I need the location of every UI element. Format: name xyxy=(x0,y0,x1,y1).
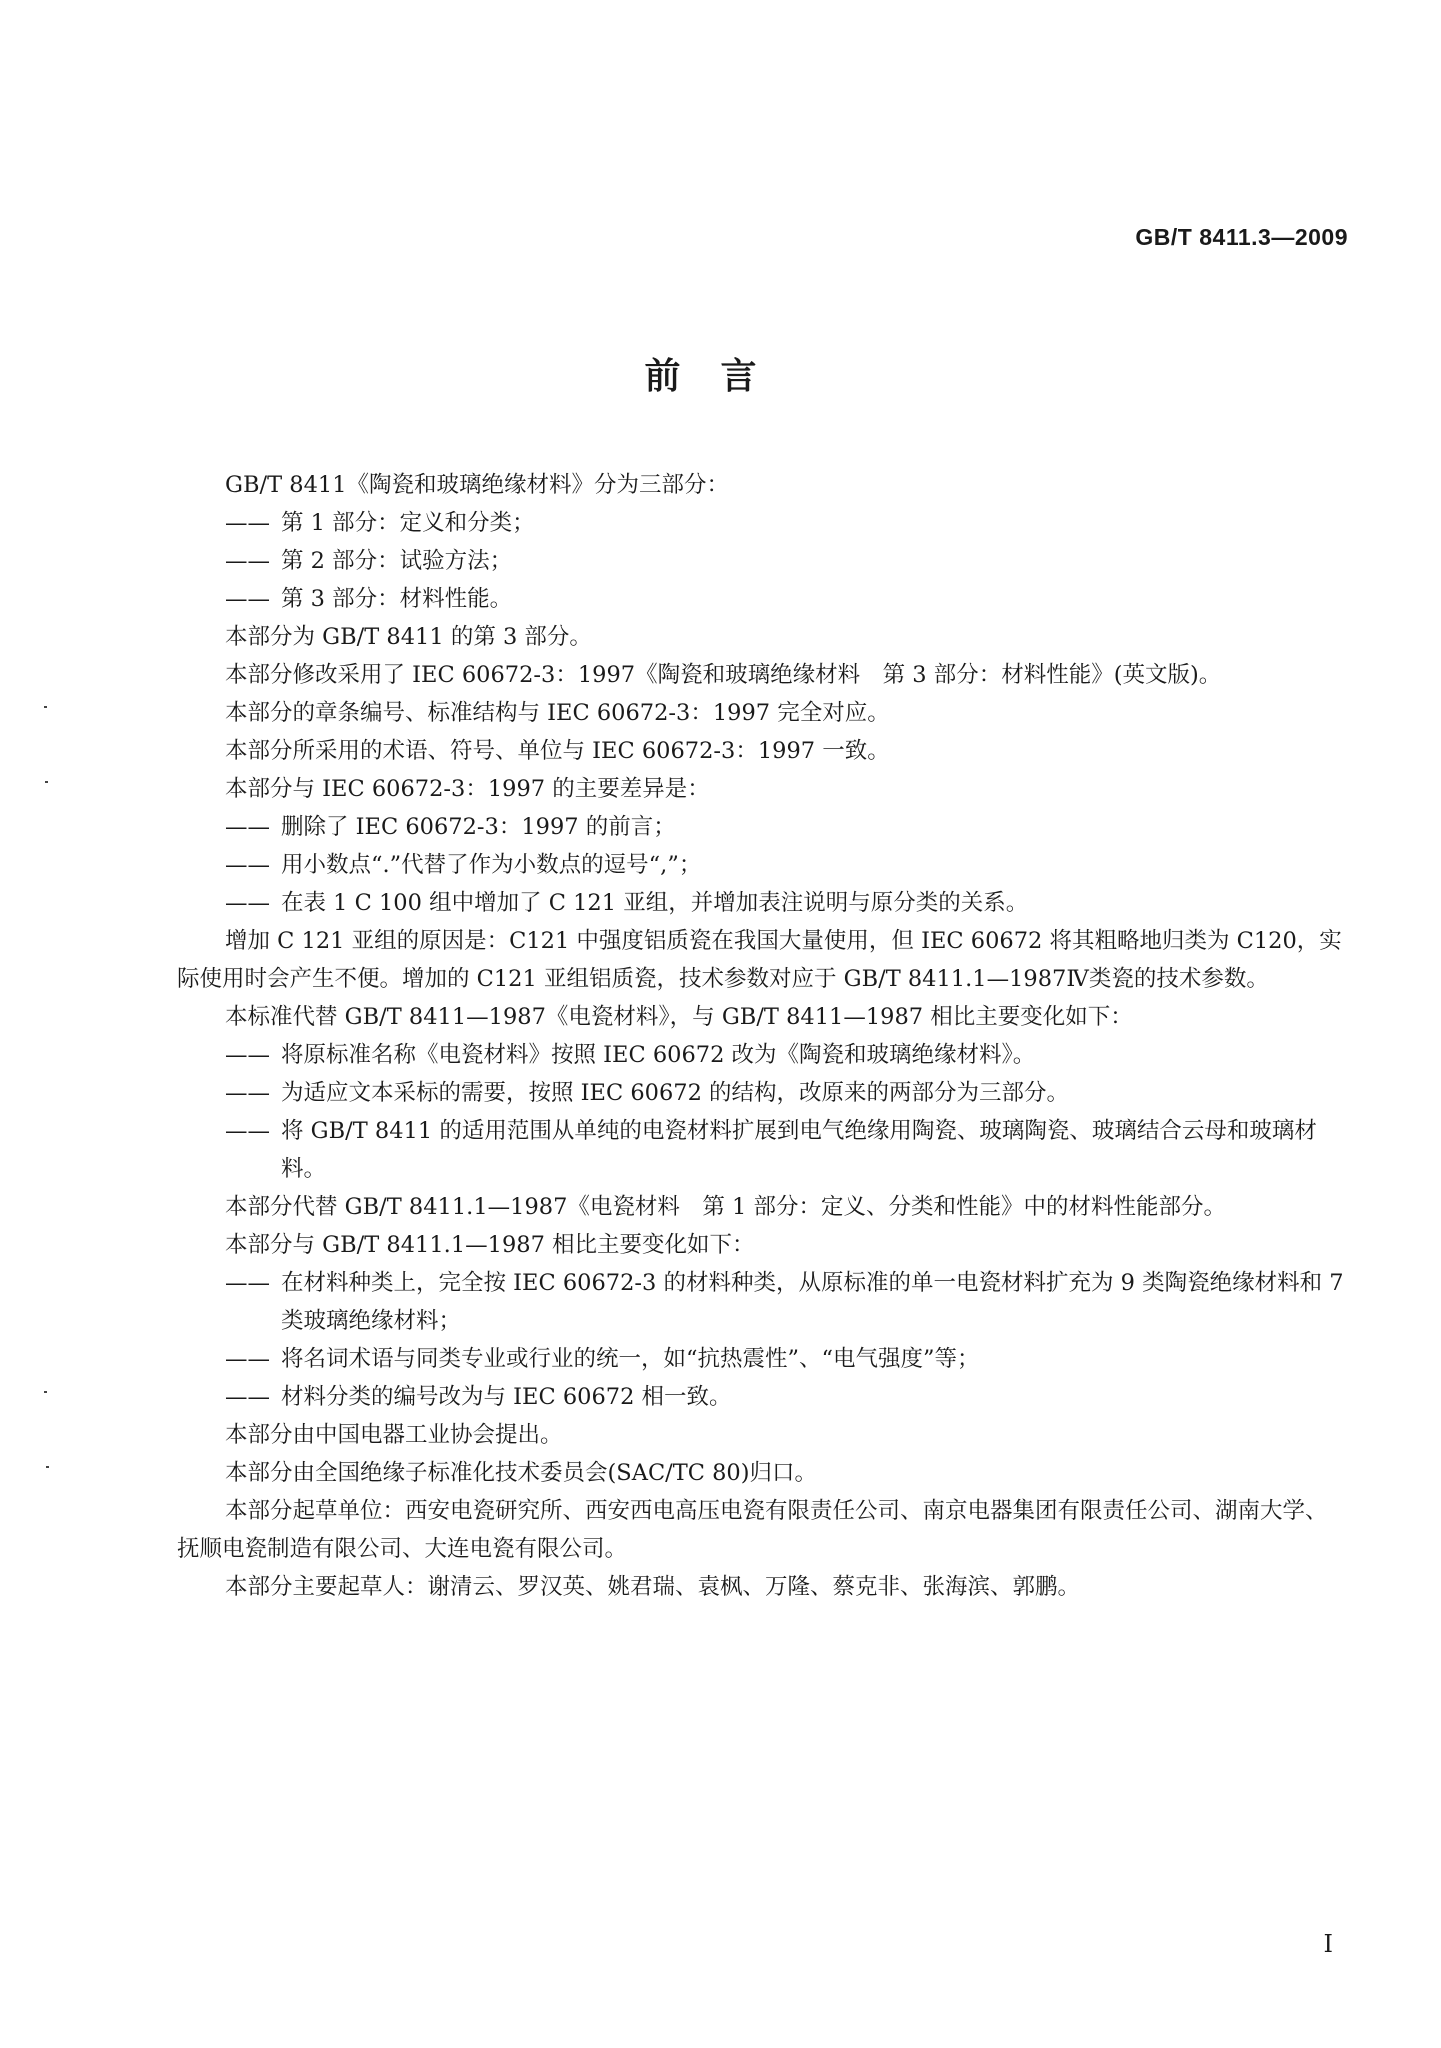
paragraph: 增加 C 121 亚组的原因是：C121 中强度铝质瓷在我国大量使用，但 IEC 60672 将其粗略地归类为 C120，实际使用时会产生不便。增加的 C121 亚组铝质瓷，技术参数对应于 GB/T 8411.1—1987Ⅳ类瓷的技术参数。 xyxy=(177,928,1342,992)
dash-marker: —— xyxy=(225,586,270,612)
list-item-text: 在材料种类上，完全按 IEC 60672-3 的材料种类，从原标准的单一电瓷材料扩充为 9 类陶瓷绝缘材料和 7 类玻璃绝缘材料； xyxy=(281,1270,1344,1334)
paragraph: 本部分代替 GB/T 8411.1—1987《电瓷材料 第 1 部分：定义、分类和性能》中的材料性能部分。 xyxy=(225,1194,1227,1220)
list-item-text: 第 1 部分：定义和分类； xyxy=(281,510,535,536)
paragraph: 本标准代替 GB/T 8411—1987《电瓷材料》，与 GB/T 8411—1987 相比主要变化如下： xyxy=(225,1004,1133,1030)
dash-marker: —— xyxy=(225,1384,270,1410)
dash-marker: —— xyxy=(225,1080,270,1106)
dash-marker: —— xyxy=(225,548,270,574)
dash-marker: —— xyxy=(225,1270,270,1296)
dash-marker: —— xyxy=(225,890,270,916)
page-number: I xyxy=(1323,1930,1333,1958)
dash-marker: —— xyxy=(225,814,270,840)
list-item xyxy=(225,808,1348,846)
list-item-text: 为适应文本采标的需要，按照 IEC 60672 的结构，改原来的两部分为三部分。 xyxy=(281,1080,1070,1106)
dash-marker: —— xyxy=(225,1346,270,1372)
paragraph: GB/T 8411《陶瓷和玻璃绝缘材料》分为三部分： xyxy=(225,472,730,498)
list-item-text: 在表 1 C 100 组中增加了 C 121 亚组，并增加表注说明与原分类的关系。 xyxy=(281,890,1029,916)
list-item xyxy=(225,884,1348,922)
list-item xyxy=(225,1378,1348,1416)
paragraph: 本部分与 IEC 60672-3：1997 的主要差异是： xyxy=(225,776,710,802)
paragraph: 本部分修改采用了 IEC 60672-3：1997《陶瓷和玻璃绝缘材料 第 3 部分：材料性能》(英文版)。 xyxy=(225,662,1222,688)
paragraph: 本部分由全国绝缘子标准化技术委员会(SAC/TC 80)归口。 xyxy=(225,1460,818,1486)
list-item-text: 第 3 部分：材料性能。 xyxy=(281,586,513,612)
scan-speck xyxy=(45,781,48,783)
list-item-text: 第 2 部分：试验方法； xyxy=(281,548,513,574)
paragraph: 本部分所采用的术语、符号、单位与 IEC 60672-3：1997 一致。 xyxy=(225,738,890,764)
list-item-text: 材料分类的编号改为与 IEC 60672 相一致。 xyxy=(281,1384,732,1410)
list-item xyxy=(225,1112,1348,1188)
list-item xyxy=(225,1264,1348,1340)
dash-marker: —— xyxy=(225,1118,270,1144)
dash-marker: —— xyxy=(225,1042,270,1068)
list-item xyxy=(225,1036,1348,1074)
paragraph: 本部分与 GB/T 8411.1—1987 相比主要变化如下： xyxy=(225,1232,755,1258)
list-item xyxy=(225,1340,1348,1378)
paragraph: 本部分的章条编号、标准结构与 IEC 60672-3：1997 完全对应。 xyxy=(225,700,890,726)
list-item-text: 将 GB/T 8411 的适用范围从单纯的电瓷材料扩展到电气绝缘用陶瓷、玻璃陶瓷、玻璃结合云母和玻璃材料。 xyxy=(281,1118,1317,1182)
scan-speck xyxy=(44,1391,47,1393)
list-item-text: 将原标准名称《电瓷材料》按照 IEC 60672 改为《陶瓷和玻璃绝缘材料》。 xyxy=(281,1042,1036,1068)
document-code: GB/T 8411.3—2009 xyxy=(1135,224,1348,250)
dash-marker: —— xyxy=(225,852,270,878)
list-item-text: 删除了 IEC 60672-3：1997 的前言； xyxy=(281,814,676,840)
list-item-text: 用小数点“.”代替了作为小数点的逗号“,”； xyxy=(281,852,702,878)
scan-speck xyxy=(44,706,47,708)
list-item-text: 将名词术语与同类专业或行业的统一，如“抗热震性”、“电气强度”等； xyxy=(281,1346,980,1372)
paragraph: 本部分起草单位：西安电瓷研究所、西安西电高压电瓷有限责任公司、南京电器集团有限责任公司、湖南大学、抚顺电瓷制造有限公司、大连电瓷有限公司。 xyxy=(177,1498,1328,1562)
list-item xyxy=(225,1074,1348,1112)
list-item xyxy=(225,846,1348,884)
scan-speck xyxy=(46,1466,49,1468)
paragraph: 本部分主要起草人：谢清云、罗汉英、姚君瑞、袁枫、万隆、蔡克非、张海滨、郭鹏。 xyxy=(225,1574,1081,1600)
list-item xyxy=(225,542,1348,580)
page-title: 前言 xyxy=(644,356,797,397)
list-item xyxy=(225,580,1348,618)
foreword-body xyxy=(177,466,1348,1606)
paragraph: 本部分由中国电器工业协会提出。 xyxy=(225,1422,563,1448)
dash-marker: —— xyxy=(225,510,270,536)
list-item xyxy=(225,504,1348,542)
paragraph: 本部分为 GB/T 8411 的第 3 部分。 xyxy=(225,624,592,650)
